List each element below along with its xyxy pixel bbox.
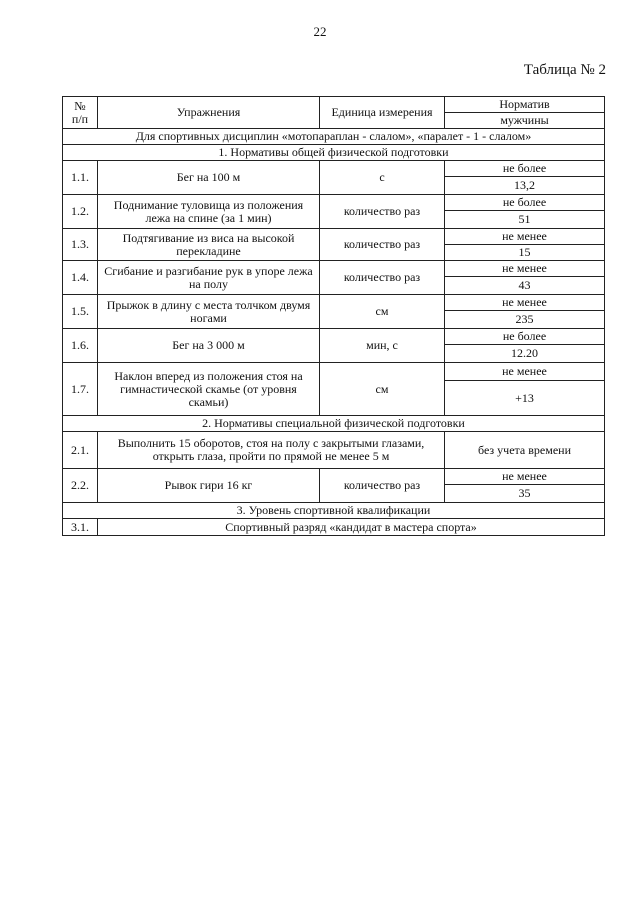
table-row (63, 432, 605, 469)
row-exercise: Рывок гири 16 кг (98, 469, 320, 503)
section-title: 3. Уровень спортивной квалификации (63, 503, 605, 519)
row-num: 1.4. (63, 261, 98, 295)
row-value: 43 (445, 277, 605, 295)
header-exercise: Упражнения (98, 97, 320, 129)
row-unit: количество раз (320, 195, 445, 229)
row-value: +13 (445, 381, 605, 416)
row-exercise: Выполнить 15 оборотов, стоя на полу с закрытыми глазами, открыть глаза, пройти по прямой не менее 5 м (98, 432, 445, 469)
row-norm: без учета времени (445, 432, 605, 469)
row-exercise: Поднимание туловища из положения лежа на спине (за 1 мин) (98, 195, 320, 229)
row-exercise: Наклон вперед из положения стоя на гимнастической скамье (от уровня скамьи) (98, 363, 320, 416)
row-num: 1.7. (63, 363, 98, 416)
table-label: Таблица № 2 (523, 62, 606, 78)
section-row (63, 503, 605, 519)
row-condition: не более (445, 329, 605, 345)
row-condition: не менее (445, 229, 605, 245)
row-unit: см (320, 295, 445, 329)
table-row (63, 195, 605, 211)
row-num: 1.3. (63, 229, 98, 261)
table-row (63, 329, 605, 345)
row-num: 1.2. (63, 195, 98, 229)
section-row (63, 416, 605, 432)
row-value: 15 (445, 245, 605, 261)
row-condition: не более (445, 195, 605, 211)
row-unit: с (320, 161, 445, 195)
header-num: № п/п (63, 97, 98, 129)
table-row (63, 229, 605, 245)
section-title: 1. Нормативы общей физической подготовки (63, 145, 605, 161)
row-num: 2.1. (63, 432, 98, 469)
section-title: 2. Нормативы специальной физической подготовки (63, 416, 605, 432)
row-text: Спортивный разряд «кандидат в мастера спорта» (98, 519, 605, 536)
row-condition: не менее (445, 295, 605, 311)
norms-table (62, 96, 605, 536)
header-gender: мужчины (445, 113, 605, 129)
table-row (63, 519, 605, 536)
row-unit: количество раз (320, 229, 445, 261)
header-norm: Норматив (445, 97, 605, 113)
section-row (63, 145, 605, 161)
row-unit: количество раз (320, 469, 445, 503)
row-num: 1.1. (63, 161, 98, 195)
row-value: 13,2 (445, 177, 605, 195)
table-row (63, 161, 605, 177)
row-unit: мин, с (320, 329, 445, 363)
row-exercise: Прыжок в длину с места толчком двумя ногами (98, 295, 320, 329)
row-exercise: Бег на 3 000 м (98, 329, 320, 363)
row-value: 235 (445, 311, 605, 329)
row-unit: см (320, 363, 445, 416)
table-row (63, 469, 605, 485)
table-row (63, 363, 605, 381)
page-number: 22 (313, 24, 327, 39)
row-value: 51 (445, 211, 605, 229)
row-num: 1.6. (63, 329, 98, 363)
row-condition: не более (445, 161, 605, 177)
row-value: 12.20 (445, 345, 605, 363)
row-num: 3.1. (63, 519, 98, 536)
row-num: 1.5. (63, 295, 98, 329)
table-row (63, 295, 605, 311)
row-exercise: Бег на 100 м (98, 161, 320, 195)
row-condition: не менее (445, 261, 605, 277)
disciplines-row: Для спортивных дисциплин «мотопараплан - слалом», «паралет - 1 - слалом» (63, 129, 605, 145)
row-exercise: Сгибание и разгибание рук в упоре лежа на полу (98, 261, 320, 295)
row-num: 2.2. (63, 469, 98, 503)
row-exercise: Подтягивание из виса на высокой перекладине (98, 229, 320, 261)
row-condition: не менее (445, 363, 605, 381)
header-unit: Единица измерения (320, 97, 445, 129)
row-value: 35 (445, 485, 605, 503)
table-row (63, 261, 605, 277)
row-condition: не менее (445, 469, 605, 485)
row-unit: количество раз (320, 261, 445, 295)
